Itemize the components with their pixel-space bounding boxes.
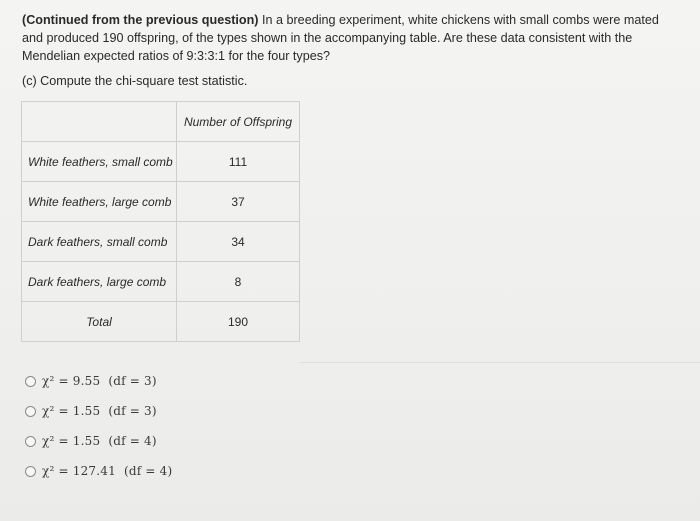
table-row [22,222,300,262]
option-label: χ² = 1.55 (df = 3) [42,404,157,418]
answer-option[interactable] [25,366,172,396]
total-value: 190 [177,302,300,342]
radio-button[interactable] [25,466,36,477]
part-c-prompt: (c) Compute the chi-square test statistic. [22,74,248,88]
question-text [22,11,682,65]
answer-option[interactable] [25,396,172,426]
answer-option[interactable] [25,426,172,456]
option-label: χ² = 127.41 (df = 4) [42,464,173,478]
row-label: White feathers, small comb [22,142,177,182]
total-label: Total [22,302,177,342]
row-value: 37 [177,182,300,222]
table-corner-cell [22,102,177,142]
question-body: In a breeding experiment, white chickens with small combs were mated and produced 190 offspring, of the types shown in the accompanying table. Are these data consistent with the Mendelian expected ratios of 9:3:3:1 for the four types? [22,13,659,63]
row-label: Dark feathers, large comb [22,262,177,302]
option-label: χ² = 1.55 (df = 4) [42,434,157,448]
divider [300,362,700,363]
radio-button[interactable] [25,436,36,447]
offspring-table [21,101,300,342]
row-label: White feathers, large comb [22,182,177,222]
answer-option[interactable] [25,456,172,486]
row-value: 34 [177,222,300,262]
column-header-offspring: Number of Offspring [177,102,300,142]
table-row [22,182,300,222]
answer-options [25,366,172,486]
question-lead: (Continued from the previous question) [22,13,259,27]
radio-button[interactable] [25,406,36,417]
row-value: 111 [177,142,300,182]
table-header-row [22,102,300,142]
table-row [22,262,300,302]
row-value: 8 [177,262,300,302]
radio-button[interactable] [25,376,36,387]
table-row [22,142,300,182]
row-label: Dark feathers, small comb [22,222,177,262]
table-total-row [22,302,300,342]
option-label: χ² = 9.55 (df = 3) [42,374,157,388]
